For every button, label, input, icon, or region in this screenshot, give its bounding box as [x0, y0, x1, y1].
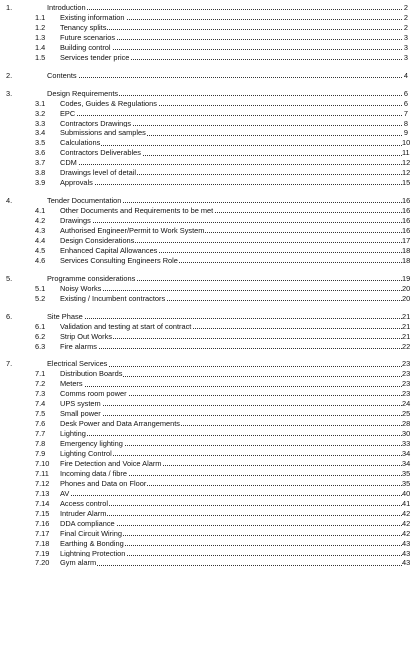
toc-section-entry[interactable] — [0, 70, 416, 81]
toc-subsection-number: 7.8 — [35, 439, 46, 449]
toc-section-title: Introduction — [47, 3, 86, 12]
toc-subsection-title: Strip Out Works — [60, 331, 113, 341]
page-number: 3 — [403, 42, 408, 52]
toc-subsection-title: Desk Power and Data Arrangements — [60, 419, 180, 429]
dot-leader — [60, 222, 402, 223]
page-number: 20 — [402, 293, 411, 303]
page-number: 16 — [402, 216, 411, 226]
dot-leader — [47, 9, 402, 10]
toc-subsection-title: Enhanced Capital Allowances — [60, 245, 158, 255]
toc-subsection-number: 3.8 — [35, 168, 46, 178]
page-number: 19 — [402, 273, 411, 283]
toc-subsection-title: Meters — [60, 379, 83, 389]
toc-subsection-title: Services tender price — [60, 52, 130, 62]
dot-leader — [60, 415, 402, 416]
toc-subsection-title: Lightning Protection — [60, 548, 126, 558]
page-number: 11 — [402, 148, 410, 158]
dot-leader — [60, 435, 402, 436]
page-number: 8 — [403, 118, 408, 128]
page-number: 21 — [402, 321, 411, 331]
page-number: 10 — [402, 138, 411, 148]
dot-leader — [60, 386, 402, 387]
toc-subsection-number: 5.2 — [35, 293, 46, 303]
toc-subsection-title: Incoming data / fibre — [60, 468, 127, 478]
page-number: 42 — [402, 528, 411, 538]
page-number: 35 — [402, 478, 411, 488]
toc-subsection-number: 7.19 — [35, 548, 50, 558]
dot-leader — [60, 495, 402, 496]
page-number: 12 — [402, 158, 411, 168]
page-number: 17 — [402, 235, 411, 245]
toc-subsection-title: Lighting Control — [60, 449, 112, 458]
toc-subsection-number: 7.17 — [35, 528, 50, 538]
toc-subsection-number: 7.11 — [35, 468, 49, 478]
page-number: 23 — [402, 359, 411, 369]
page-number: 9 — [403, 128, 408, 138]
toc-section-title: Design Requirements — [47, 88, 119, 98]
toc-subsection-number: 7.2 — [35, 379, 46, 389]
toc-subsection-number: 3.2 — [35, 108, 46, 118]
toc-subsection-number: 3.5 — [35, 138, 46, 148]
toc-subsection-title: CDM — [60, 158, 77, 168]
toc-subsection-title: Building control — [60, 42, 111, 52]
toc-subsection-number: 7.15 — [35, 508, 50, 518]
toc-subsection-title: Distribution Boards — [60, 369, 123, 379]
toc-subsection-title: Existing / Incumbent contractors — [60, 293, 166, 303]
dot-leader — [47, 77, 402, 78]
toc-subsection-title: DDA compliance — [60, 518, 115, 528]
toc-subsection-title: Access control — [60, 498, 109, 508]
page-number: 3 — [403, 52, 408, 62]
toc-subsection-number: 4.2 — [35, 216, 46, 226]
toc-subsection-number: 7.12 — [35, 478, 50, 488]
dot-leader — [60, 184, 402, 185]
page-number: 43 — [402, 558, 411, 568]
page-number: 43 — [402, 548, 411, 558]
toc-subsection-number: 3.4 — [35, 128, 46, 138]
dot-leader — [60, 565, 402, 566]
page-number: 15 — [402, 178, 411, 188]
toc-subsection-number: 3.9 — [35, 178, 46, 188]
dot-leader — [47, 318, 402, 319]
page-number: 24 — [402, 399, 411, 409]
toc-subsection-entry[interactable] — [0, 52, 416, 63]
toc-subsection-title: Emergency lighting — [60, 439, 123, 449]
toc-subsection-number: 7.9 — [35, 449, 46, 458]
toc-subsection-title: Drawings — [60, 216, 91, 226]
toc-subsection-title: Comms room power — [60, 389, 127, 399]
toc-subsection-number: 3.7 — [35, 158, 46, 168]
toc-subsection-number: 1.5 — [35, 52, 46, 62]
toc-subsection-title: Contractors Deliverables — [60, 148, 141, 158]
page-number: 34 — [402, 449, 411, 458]
toc-subsection-number: 4.4 — [35, 235, 46, 245]
toc-subsection-title: AV — [60, 488, 70, 498]
toc-subsection-title: Phones and Data on Floor — [60, 478, 147, 488]
toc-subsection-entry[interactable] — [0, 293, 416, 304]
toc-subsection-number: 1.3 — [35, 32, 46, 42]
toc-subsection-title: Lighting — [60, 429, 86, 439]
toc-subsection-number: 3.6 — [35, 148, 46, 158]
toc-subsection-number: 7.6 — [35, 419, 46, 429]
page-number: 23 — [402, 369, 411, 379]
toc-subsection-title: Codes, Guides & Regulations — [60, 98, 157, 108]
toc-subsection-number: 1.2 — [35, 22, 46, 32]
toc-subsection-number: 3.3 — [35, 118, 46, 128]
page-number: 3 — [403, 32, 408, 42]
toc-subsection-number: 4.6 — [35, 255, 46, 265]
toc-subsection-title: Earthing & Bonding — [60, 538, 124, 548]
dot-leader — [60, 145, 402, 146]
page-number: 43 — [402, 538, 411, 548]
toc-subsection-number: 1.1 — [35, 12, 46, 22]
toc-section-title: Site Phase — [47, 311, 83, 321]
page-number: 7 — [403, 108, 408, 118]
toc-subsection-title: Final Circuit Wiring — [60, 528, 123, 538]
page-number: 34 — [402, 458, 411, 468]
toc-subsection-title: Fire alarms — [60, 341, 97, 351]
toc-subsection-title: Intruder Alarm — [60, 508, 107, 518]
page-number: 42 — [402, 508, 411, 518]
toc-subsection-number: 7.13 — [35, 488, 50, 498]
toc-subsection-title: Contractors Drawings — [60, 118, 132, 128]
page-number: 16 — [402, 196, 411, 206]
toc-subsection-title: Services Consulting Engineers Role — [60, 255, 178, 265]
toc-subsection-title: Authorised Engineer/Permit to Work System — [60, 226, 205, 235]
dot-leader — [60, 164, 402, 165]
toc-subsection-title: UPS system — [60, 399, 101, 409]
toc-subsection-title: Other Documents and Requirements to be met — [60, 206, 214, 216]
toc-subsection-number: 4.3 — [35, 226, 46, 235]
toc-subsection-number: 7.14 — [35, 498, 50, 508]
page-number: 42 — [402, 518, 411, 528]
dot-leader — [60, 515, 402, 516]
dot-leader — [60, 505, 402, 506]
page-number: 2 — [403, 3, 408, 12]
toc-section-number: 6. — [6, 311, 13, 321]
dot-leader — [60, 405, 402, 406]
toc-subsection-title: Noisy Works — [60, 283, 102, 293]
toc-subsection-entry[interactable] — [0, 255, 416, 266]
toc-subsection-number: 1.4 — [35, 42, 46, 52]
page-number: 20 — [402, 283, 411, 293]
dot-leader — [60, 115, 402, 116]
toc-subsection-number: 5.1 — [35, 283, 46, 293]
toc-section-number: 1. — [6, 3, 13, 12]
toc-subsection-number: 6.3 — [35, 341, 46, 351]
page-number: 6 — [403, 98, 408, 108]
toc-subsection-number: 4.5 — [35, 245, 46, 255]
toc-subsection-number: 7.1 — [35, 369, 46, 379]
toc-section-number: 5. — [6, 273, 13, 283]
toc-subsection-title: Submissions and samples — [60, 128, 146, 138]
page-number: 18 — [402, 255, 411, 265]
toc-subsection-number: 6.1 — [35, 321, 46, 331]
toc-subsection-title: Small power — [60, 409, 101, 419]
page-number: 35 — [402, 468, 411, 478]
toc-section-title: Electrical Services — [47, 359, 108, 369]
toc-subsection-entry[interactable] — [0, 177, 416, 188]
dot-leader — [60, 348, 402, 349]
toc-subsection-title: Calculations — [60, 138, 101, 148]
toc-subsection-number: 7.7 — [35, 429, 46, 439]
dot-leader — [60, 29, 402, 30]
toc-subsection-title: Existing information — [60, 12, 125, 22]
page-number: 2 — [403, 12, 408, 22]
toc-section-number: 2. — [6, 70, 13, 80]
toc-section-title: Programme considerations — [47, 273, 136, 283]
toc-subsection-number: 3.1 — [35, 98, 46, 108]
page-number: 4 — [403, 70, 408, 80]
toc-section-number: 4. — [6, 196, 13, 206]
toc-subsection-number: 7.3 — [35, 389, 46, 399]
toc-subsection-title: Future scenarios — [60, 32, 116, 42]
page-number: 30 — [402, 429, 411, 439]
page-number: 21 — [402, 311, 411, 321]
toc-subsection-title: Fire Detection and Voice Alarm — [60, 458, 162, 468]
toc-subsection-number: 7.10 — [35, 458, 50, 468]
toc-subsection-title: Approvals — [60, 178, 93, 188]
dot-leader — [60, 290, 402, 291]
toc-subsection-title: Design Considerations — [60, 235, 135, 245]
toc-subsection-title: Gym alarm — [60, 558, 97, 568]
toc-section-title: Contents — [47, 70, 77, 80]
page-number: 22 — [402, 341, 411, 351]
toc-subsection-number: 7.16 — [35, 518, 50, 528]
page-number: 40 — [402, 488, 411, 498]
page-number: 25 — [402, 409, 411, 419]
toc-subsection-entry[interactable] — [0, 341, 416, 352]
toc-subsection-title: Tenancy splits — [60, 22, 107, 32]
page-number: 33 — [402, 439, 411, 449]
page-number: 23 — [402, 379, 411, 389]
toc-section-number: 7. — [6, 359, 13, 369]
toc-subsection-number: 7.4 — [35, 399, 46, 409]
toc-subsection-title: Drawings level of detail — [60, 168, 136, 178]
page-number: 21 — [402, 331, 411, 341]
page-number: 16 — [402, 226, 411, 235]
toc-section-title: Tender Documentation — [47, 196, 122, 206]
toc-subsection-entry[interactable] — [0, 557, 416, 568]
toc-subsection-number: 6.2 — [35, 331, 46, 341]
toc-subsection-title: Validation and testing at start of contract — [60, 321, 192, 331]
page-number: 2 — [403, 22, 408, 32]
toc-subsection-number: 7.18 — [35, 538, 50, 548]
toc-subsection-number: 4.1 — [35, 206, 46, 216]
page-number: 18 — [402, 245, 411, 255]
toc-subsection-number: 7.5 — [35, 409, 46, 419]
page-number: 23 — [402, 389, 411, 399]
toc-subsection-number: 7.20 — [35, 558, 50, 568]
toc-subsection-title: EPC — [60, 108, 76, 118]
toc-section-number: 3. — [6, 88, 13, 98]
page-number: 16 — [402, 206, 411, 216]
page-number: 6 — [403, 88, 408, 98]
page-number: 12 — [402, 168, 411, 178]
page-number: 28 — [402, 419, 411, 429]
page-number: 41 — [402, 498, 411, 508]
